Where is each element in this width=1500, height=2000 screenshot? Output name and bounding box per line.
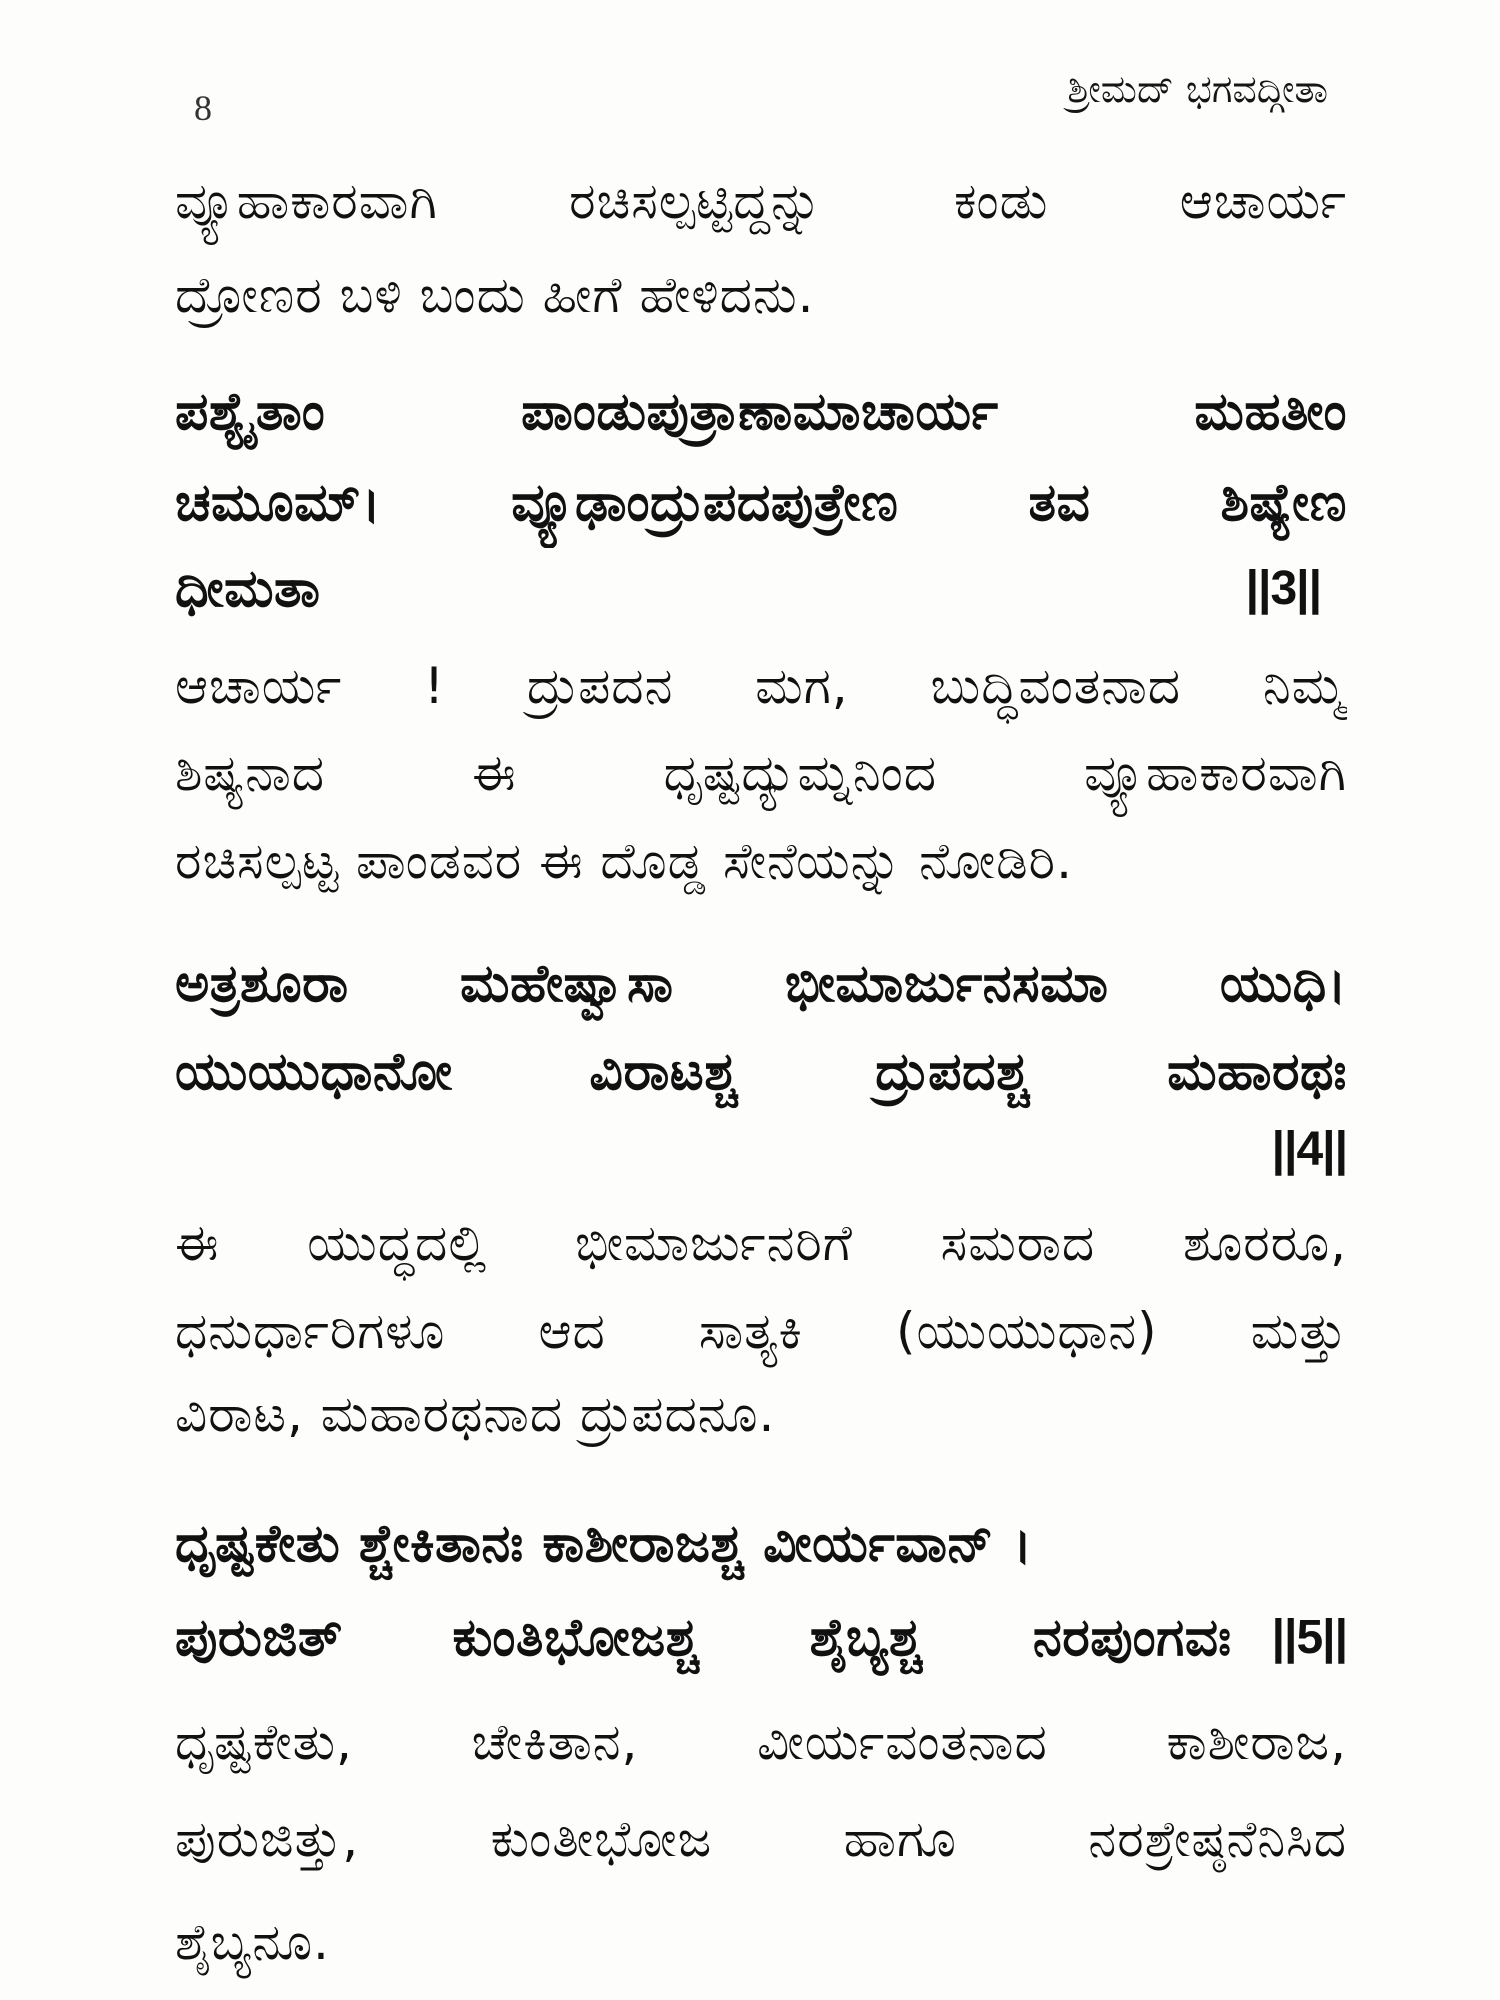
verse-4-translation-line: ವಿರಾಟ, ಮಹಾರಥನಾದ ದ್ರುಪದನೂ. — [175, 1385, 776, 1443]
verse-4-sanskrit-line: ಯುಯುಧಾನೋ ವಿರಾಟಶ್ಚ ದ್ರುಪದಶ್ಚ ಮಹಾರಥಃ — [175, 1042, 1347, 1102]
running-title: ಶ್ರೀಮದ್ ಭಗವದ್ಗೀತಾ — [1067, 67, 1328, 111]
verse-5-translation-line: ಧೃಷ್ಟಕೇತು, ಚೇಕಿತಾನ, ವೀರ್ಯವಂತನಾದ ಕಾಶೀರಾಜ, — [175, 1713, 1347, 1771]
verse-4-translation-line: ಧನುರ್ಧಾರಿಗಳೂ ಆದ ಸಾತ್ಯಕಿ (ಯುಯುಧಾನ) ಮತ್ತು — [175, 1302, 1347, 1360]
intro-line: ದ್ರೋಣರ ಬಳಿ ಬಂದು ಹೀಗೆ ಹೇಳಿದನು. — [175, 266, 815, 324]
verse-3-number: ||3|| — [1245, 562, 1321, 615]
verse-5-translation-line: ಶೈಬ್ಯನೂ. — [175, 1913, 330, 1971]
verse-3-sanskrit-line: ಪಶ್ಯೈತಾಂ ಪಾಂಡುಪುತ್ರಾಣಾಮಾಚಾರ್ಯ ಮಹತೀಂ — [175, 382, 1347, 442]
verse-3-translation-line: ಶಿಷ್ಯನಾದ ಈ ಧೃಷ್ಟದ್ಯುಮ್ನನಿಂದ ವ್ಯೂಹಾಕಾರವಾಗಿ — [175, 744, 1347, 802]
verse-5-sanskrit-line: ಪುರುಜಿತ್ ಕುಂತಿಭೋಜಶ್ಚ ಶೈಬ್ಯಶ್ಚ ನರಪುಂಗವಃ — [175, 1608, 1232, 1668]
verse-3-translation-line: ಆಚಾರ್ಯ ! ದ್ರುಪದನ ಮಗ, ಬುದ್ಧಿವಂತನಾದ ನಿಮ್ಮ — [175, 657, 1347, 715]
verse-5-sanskrit-line: ಧೃಷ್ಟಕೇತು ಶ್ಚೇಕಿತಾನಃ ಕಾಶೀರಾಜಶ್ಚ ವೀರ್ಯವಾನ್ । — [175, 1514, 1033, 1574]
page-number: 8 — [194, 88, 212, 128]
verse-5-number: ||5|| — [1271, 1611, 1347, 1664]
verse-5-translation-line: ಪುರುಜಿತ್ತು, ಕುಂತೀಭೋಜ ಹಾಗೂ ನರಶ್ರೇಷ್ಠನೆನಿಸಿದ — [175, 1810, 1347, 1868]
intro-line: ವ್ಯೂಹಾಕಾರವಾಗಿ ರಚಿಸಲ್ಪಟ್ಟಿದ್ದನ್ನು ಕಂಡು ಆಚಾರ್ಯ — [175, 172, 1347, 230]
verse-3-sanskrit-line: ಚಮೂಮ್। ವ್ಯೂಢಾಂದ್ರುಪದಪುತ್ರೇಣ ತವ ಶಿಷ್ಯೇಣ — [175, 473, 1347, 533]
verse-4-sanskrit-line: ಅತ್ರಶೂರಾ ಮಹೇಷ್ವಾಸಾ ಭೀಮಾರ್ಜುನಸಮಾ ಯುಧಿ। — [175, 954, 1347, 1014]
verse-4-translation-line: ಈ ಯುದ್ಧದಲ್ಲಿ ಭೀಮಾರ್ಜುನರಿಗೆ ಸಮರಾದ ಶೂರರೂ, — [175, 1214, 1347, 1272]
verse-4-number: ||4|| — [1271, 1123, 1347, 1176]
verse-3-last-line — [175, 544, 1347, 634]
verse-4-number-line — [175, 1105, 1347, 1195]
verse-3-translation-line: ರಚಿಸಲ್ಪಟ್ಟ ಪಾಂಡವರ ಈ ದೊಡ್ಡ ಸೇನೆಯನ್ನು ನೋಡಿರಿ. — [175, 832, 1073, 890]
verse-5-last-line — [175, 1593, 1347, 1683]
verse-3-sanskrit-line: ಧೀಮತಾ — [175, 559, 321, 619]
